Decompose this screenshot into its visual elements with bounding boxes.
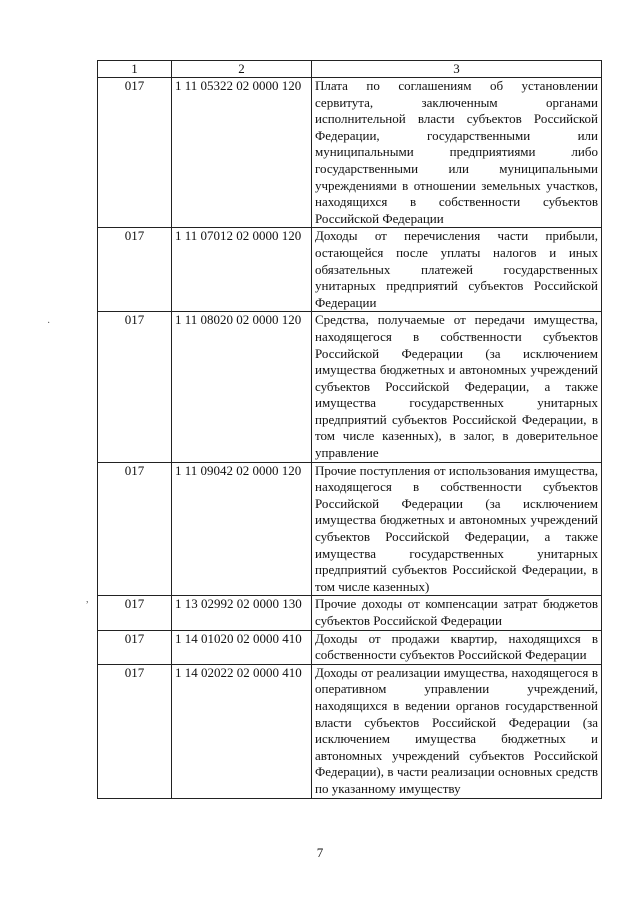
table-row: [98, 664, 602, 798]
admin-code-cell: 017: [98, 596, 172, 630]
page-number: 7: [316, 845, 324, 860]
admin-code-cell: 017: [98, 664, 172, 798]
table-row: [98, 630, 602, 664]
description-cell: Прочие доходы от компенсации затрат бюджетов субъектов Российской Федерации: [312, 596, 602, 630]
scan-speck: ,: [86, 594, 89, 605]
admin-code-cell: 017: [98, 78, 172, 228]
admin-code-cell: 017: [98, 462, 172, 596]
column-header-3: 3: [312, 61, 602, 78]
budget-code-cell: 1 11 09042 02 0000 120: [172, 462, 312, 596]
table-row: [98, 228, 602, 312]
budget-code-cell: 1 13 02992 02 0000 130: [172, 596, 312, 630]
table-row: [98, 78, 602, 228]
budget-code-cell: 1 11 08020 02 0000 120: [172, 312, 312, 462]
header-row: [98, 61, 602, 78]
column-header-1: 1: [98, 61, 172, 78]
description-cell: Плата по соглашениям об установлении сервитута, заключенным органами исполнительной власти субъектов Российской Федерации, государственными или муниципальными предприятиями либо государственными или муниципальными учреждениями в отношении земельных участков, находящихся в собственности субъектов Российской Федерации: [312, 78, 602, 228]
scan-speck: ·: [47, 318, 51, 329]
description-cell: Доходы от продажи квартир, находящихся в собственности субъектов Российской Федерации: [312, 630, 602, 664]
admin-code-cell: 017: [98, 630, 172, 664]
table-header: [98, 61, 602, 78]
table-row: [98, 462, 602, 596]
description-cell: Доходы от перечисления части прибыли, остающейся после уплаты налогов и иных обязательных платежей государственных унитарных предприятий субъектов Российской Федерации: [312, 228, 602, 312]
column-header-2: 2: [172, 61, 312, 78]
admin-code-cell: 017: [98, 312, 172, 462]
budget-code-cell: 1 11 05322 02 0000 120: [172, 78, 312, 228]
budget-code-cell: 1 11 07012 02 0000 120: [172, 228, 312, 312]
admin-code-cell: 017: [98, 228, 172, 312]
budget-code-cell: 1 14 01020 02 0000 410: [172, 630, 312, 664]
table-row: [98, 596, 602, 630]
revenue-codes-table: [97, 60, 602, 799]
description-cell: Средства, получаемые от передачи имущества, находящегося в собственности субъектов Российской Федерации (за исключением имущества бюджетных и автономных учреждений субъектов Российской Федерации, а также имущества государственных унитарных предприятий субъектов Российской Федерации, в том числе казенных), в залог, в доверительное управление: [312, 312, 602, 462]
description-cell: Прочие поступления от использования имущества, находящегося в собственности субъектов Российской Федерации (за исключением имущества бюджетных и автономных учреждений субъектов Российской Федерации, а также имущества государственных унитарных предприятий субъектов Российской Федерации, в том числе казенных): [312, 462, 602, 596]
table-row: [98, 312, 602, 462]
table-body: [98, 78, 602, 799]
description-cell: Доходы от реализации имущества, находящегося в оперативном управлении учреждений, находящихся в ведении органов государственной власти субъектов Российской Федерации (за исключением имущества бюджетных и автономных учреждений субъектов Российской Федерации), в части реализации основных средств по указанному имуществу: [312, 664, 602, 798]
budget-code-cell: 1 14 02022 02 0000 410: [172, 664, 312, 798]
